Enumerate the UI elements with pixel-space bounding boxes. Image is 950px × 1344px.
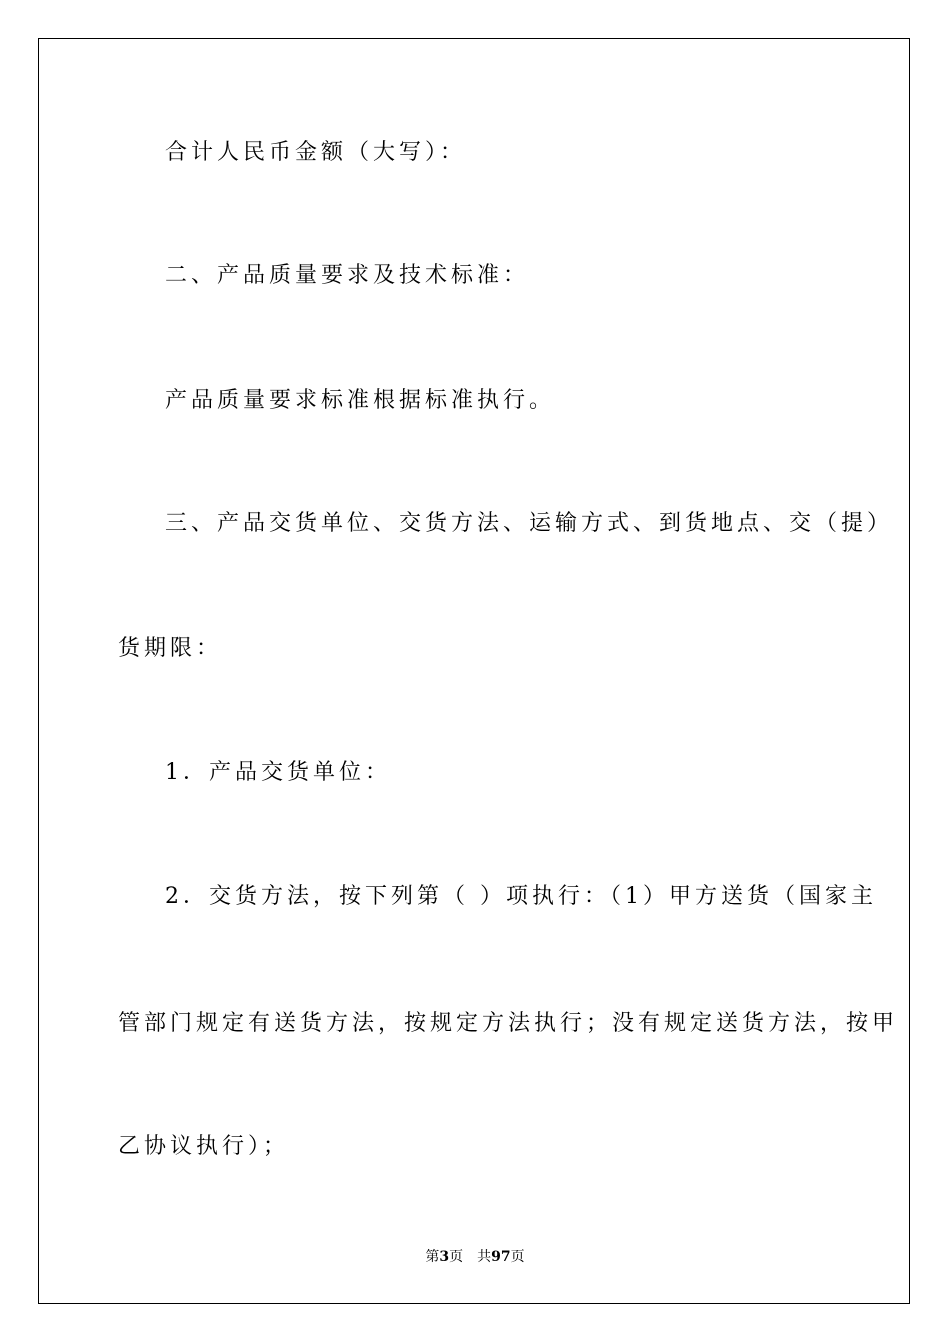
page-suffix: 页: [449, 1249, 464, 1265]
page-number: 3: [439, 1249, 450, 1265]
paragraph-line: 产品质量要求标准根据标准执行。: [165, 388, 556, 413]
page-border: [38, 38, 910, 1304]
list-item: 1．产品交货单位：: [165, 760, 391, 785]
page-prefix: 第: [425, 1249, 440, 1265]
paragraph-line: 管部门规定有送货方法，按规定方法执行；没有规定送货方法，按甲: [118, 1011, 899, 1036]
paragraph-line: 货期限：: [118, 636, 223, 661]
total-suffix: 页: [510, 1249, 525, 1265]
total-prefix: 共: [477, 1249, 492, 1265]
total-pages: 97: [491, 1249, 511, 1265]
paragraph-line: 合计人民币金额（大写）：: [165, 140, 467, 165]
list-item: 2．交货方法，按下列第（ ）项执行：（1）甲方送货（国家主: [165, 884, 877, 909]
page-footer: [0, 1249, 950, 1265]
paragraph-line: 乙协议执行）；: [118, 1134, 290, 1159]
section-heading-delivery: 三、产品交货单位、交货方法、运输方式、到货地点、交（提）: [165, 511, 894, 536]
section-heading-quality: 二、产品质量要求及技术标准：: [165, 263, 530, 288]
